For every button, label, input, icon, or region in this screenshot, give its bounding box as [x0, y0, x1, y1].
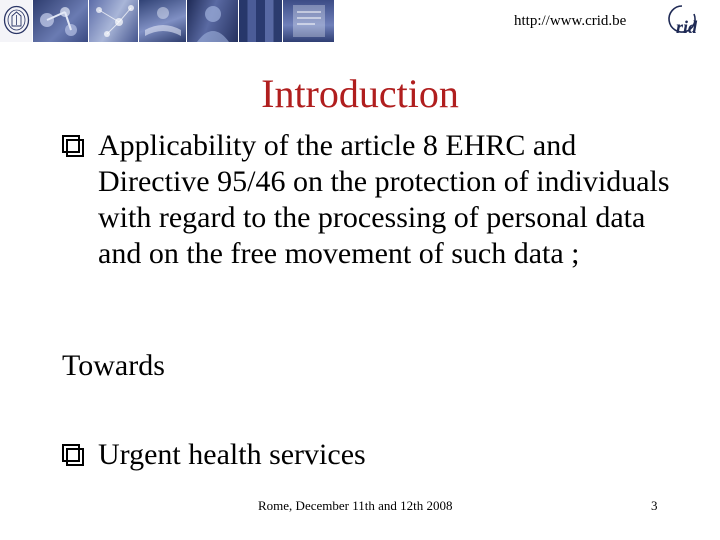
- page-number: 3: [651, 498, 658, 513]
- bullet-row-1: [62, 128, 682, 272]
- bullet-applicability: [62, 128, 682, 272]
- q-bullet-icon: [62, 135, 84, 157]
- bullet-row-2: [62, 437, 366, 473]
- q-bullet-icon: [62, 444, 84, 466]
- bullet-urgent-health: [62, 437, 366, 473]
- towards-text: Towards: [62, 349, 165, 382]
- banner-tile-journal: [283, 0, 335, 42]
- journal-icon: [283, 0, 335, 42]
- banner-tile-molecule: [33, 0, 89, 42]
- footer-text: Rome, December 11th and 12th 2008: [258, 498, 453, 513]
- bullet-text-2: Urgent health services: [98, 438, 366, 471]
- slide-title: Introduction: [261, 71, 459, 116]
- seal-icon: [3, 5, 30, 35]
- header-url[interactable]: http://www.crid.be: [514, 13, 627, 29]
- banner-tile-reading: [139, 0, 187, 42]
- banner-tile-seal: [0, 0, 33, 42]
- banner-tile-library: [239, 0, 283, 42]
- person-icon: [187, 0, 239, 42]
- book-icon: [139, 0, 187, 42]
- svg-text:rid: rid: [676, 17, 698, 37]
- network-icon: [89, 0, 139, 42]
- crid-logo-icon: [660, 2, 710, 40]
- molecule-icon: [33, 0, 89, 42]
- banner-tile-network: [89, 0, 139, 42]
- header-banner: [0, 0, 335, 42]
- bullet-text-1: Applicability of the article 8 EHRC and Directive 95/46 on the protection of individuals with regard to the processing of personal data and on the free movement of such data ;: [98, 129, 670, 270]
- banner-tile-person: [187, 0, 239, 42]
